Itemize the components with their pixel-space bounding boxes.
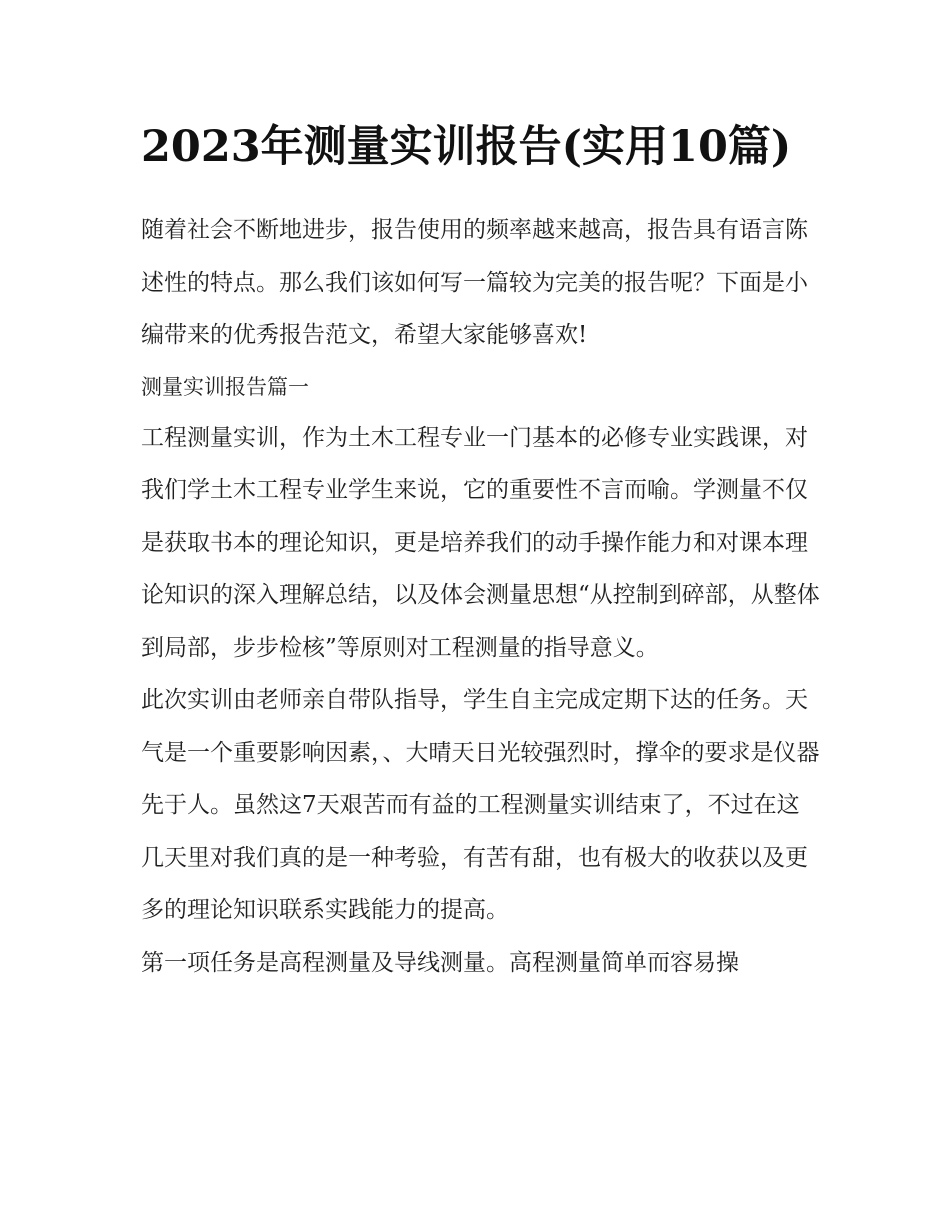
body-paragraph-2: 此次实训由老师亲自带队指导，学生自主完成定期下达的任务。天气是一个重要影响因素，、大晴天日光较强烈时，撑伞的要求是仪器先于人。虽然这7天艰苦而有益的工程测量实训结束了，不过在这几天里对我们真的是一种考验，有苦有甜，也有极大的收获以及更多的理论知识联系实践能力的提高。	[141, 687, 820, 923]
section-heading: 测量实训报告篇一	[141, 374, 309, 399]
document-content	[141, 112, 821, 989]
body-paragraph-3: 第一项任务是高程测量及导线测量。高程测量简单而容易操	[141, 949, 739, 976]
document-title: 2023年测量实训报告(实用10篇)	[141, 122, 792, 172]
intro-paragraph: 随着社会不断地进步，报告使用的频率越来越高，报告具有语言陈述性的特点。那么我们该如何写一篇较为完美的报告呢？下面是小编带来的优秀报告范文，希望大家能够喜欢!	[141, 217, 808, 348]
body-paragraph-1: 工程测量实训，作为土木工程专业一门基本的必修专业实践课，对我们学土木工程专业学生来说，它的重要性不言而喻。学测量不仅是获取书本的理论知识，更是培养我们的动手操作能力和对课本理论知识的深入理解总结，以及体会测量思想“从控制到碎部，从整体到局部，步步检核”等原则对工程测量的指导意义。	[141, 424, 820, 661]
